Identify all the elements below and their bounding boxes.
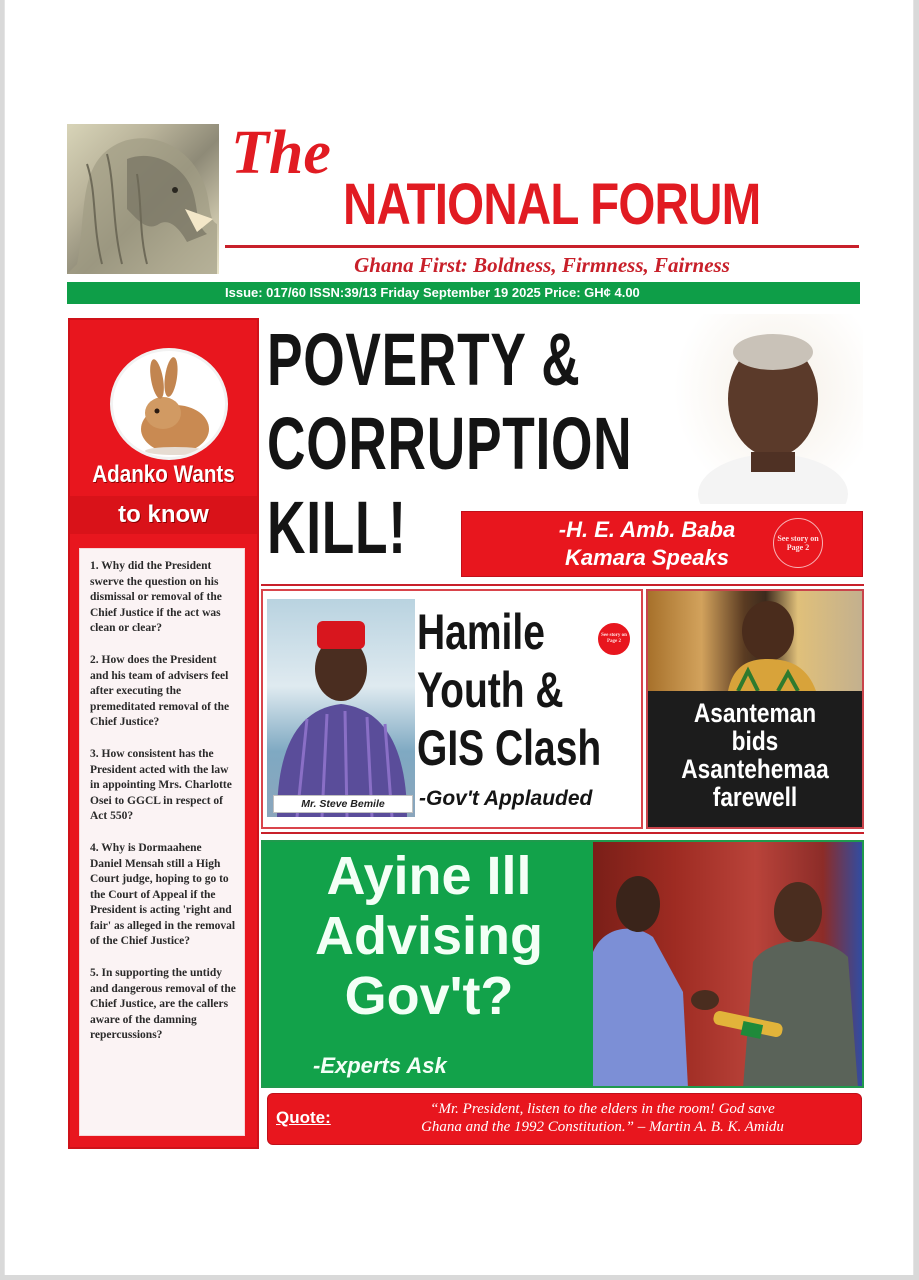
ayine-headline-line1: Ayine Ill — [326, 846, 532, 906]
asantehemaa-photo — [648, 591, 862, 691]
ayine-story — [261, 840, 864, 1088]
adanko-heading: Adanko Wants — [92, 461, 235, 488]
issue-info-bar: Issue: 017/60 ISSN:39/13 Friday September 19 2025 Price: GH¢ 4.00 — [67, 282, 860, 304]
asanteman-headline — [665, 699, 845, 811]
adanko-subheading: to know — [70, 496, 257, 534]
newspaper-front-page — [4, 0, 914, 1275]
asanteman-headline-line3: Asantehemaa — [681, 754, 829, 784]
hamile-headline — [417, 603, 604, 777]
steve-bemile-photo — [267, 599, 415, 817]
baba-kamara-photo — [673, 314, 863, 504]
question-item: 3. How consistent has the President acted with the law in appointing Mrs. Charlotte Osei to GGCL in respect of Act 550? — [90, 747, 232, 823]
lead-headline-line1: POVERTY & — [267, 318, 581, 401]
question-item: 2. How does the President and his team of advisers feel after executing the premeditated removal of the Chief Justice? — [90, 653, 230, 729]
asanteman-story — [646, 589, 864, 829]
lead-byline-line1: -H. E. Amb. Baba — [558, 517, 736, 542]
hamile-story — [261, 589, 643, 829]
hamile-headline-line2: Youth & — [417, 662, 564, 718]
masthead-divider — [225, 245, 859, 248]
lead-byline — [492, 516, 802, 572]
handshake-photo — [593, 842, 864, 1088]
see-story-badge: See story on Page 2 — [598, 623, 630, 655]
question-item: 1. Why did the President swerve the question on his dismissal or removal of the Chief Justice if the act was clean or clear? — [90, 560, 222, 635]
hamile-headline-line3: GIS Clash — [417, 720, 602, 776]
photo-caption: Mr. Steve Bemile — [273, 795, 413, 813]
section-divider — [261, 832, 864, 834]
asanteman-headline-line1: Asanteman — [693, 698, 817, 728]
hamile-headline-line1: Hamile — [417, 604, 545, 660]
rabbit-icon — [110, 348, 228, 460]
asanteman-headline-line2: bids — [731, 726, 779, 756]
lead-byline-line2: Kamara Speaks — [565, 545, 729, 570]
quote-text-line1: “Mr. President, listen to the elders in the room! God save — [430, 1101, 775, 1117]
quote-text-line2: Ghana and the 1992 Constitution.” – Martin A. B. K. Amidu — [421, 1119, 784, 1135]
section-divider — [261, 584, 864, 586]
quote-label: Quote: — [276, 1108, 331, 1127]
quote-text — [350, 1100, 855, 1136]
asanteman-headline-line4: farewell — [712, 782, 798, 812]
masthead-tagline: Ghana First: Boldness, Firmness, Fairness — [354, 253, 730, 277]
adanko-sidebar — [68, 318, 259, 1149]
masthead-the: The — [231, 119, 331, 187]
ayine-subhead: -Experts Ask — [313, 1053, 447, 1078]
masthead-title: NATIONAL FORUM — [343, 172, 761, 237]
lead-headline-line3: KILL! — [267, 486, 407, 569]
ayine-headline — [269, 846, 589, 1026]
question-item: 5. In supporting the untidy and dangerous removal of the Chief Justice, are the callers aware of the damning repercussions? — [90, 967, 236, 1042]
lion-logo-art — [67, 124, 219, 274]
adanko-questions-list — [79, 548, 245, 1136]
ayine-headline-line3: Gov't? — [344, 966, 514, 1026]
lion-icon — [67, 124, 219, 274]
ayine-headline-line2: Advising — [314, 906, 544, 966]
hamile-subhead: -Gov't Applauded — [419, 787, 593, 810]
lead-headline-line2: CORRUPTION — [267, 402, 633, 485]
question-item: 4. Why is Dormaahene Daniel Mensah still a High Court judge, hoping to go to the Court of Appeal if the President is acting 'right and fair' as alleged in the removal of the Chief Justice? — [90, 841, 236, 948]
quote-box — [267, 1093, 862, 1145]
see-story-badge: See story on Page 2 — [773, 518, 823, 568]
